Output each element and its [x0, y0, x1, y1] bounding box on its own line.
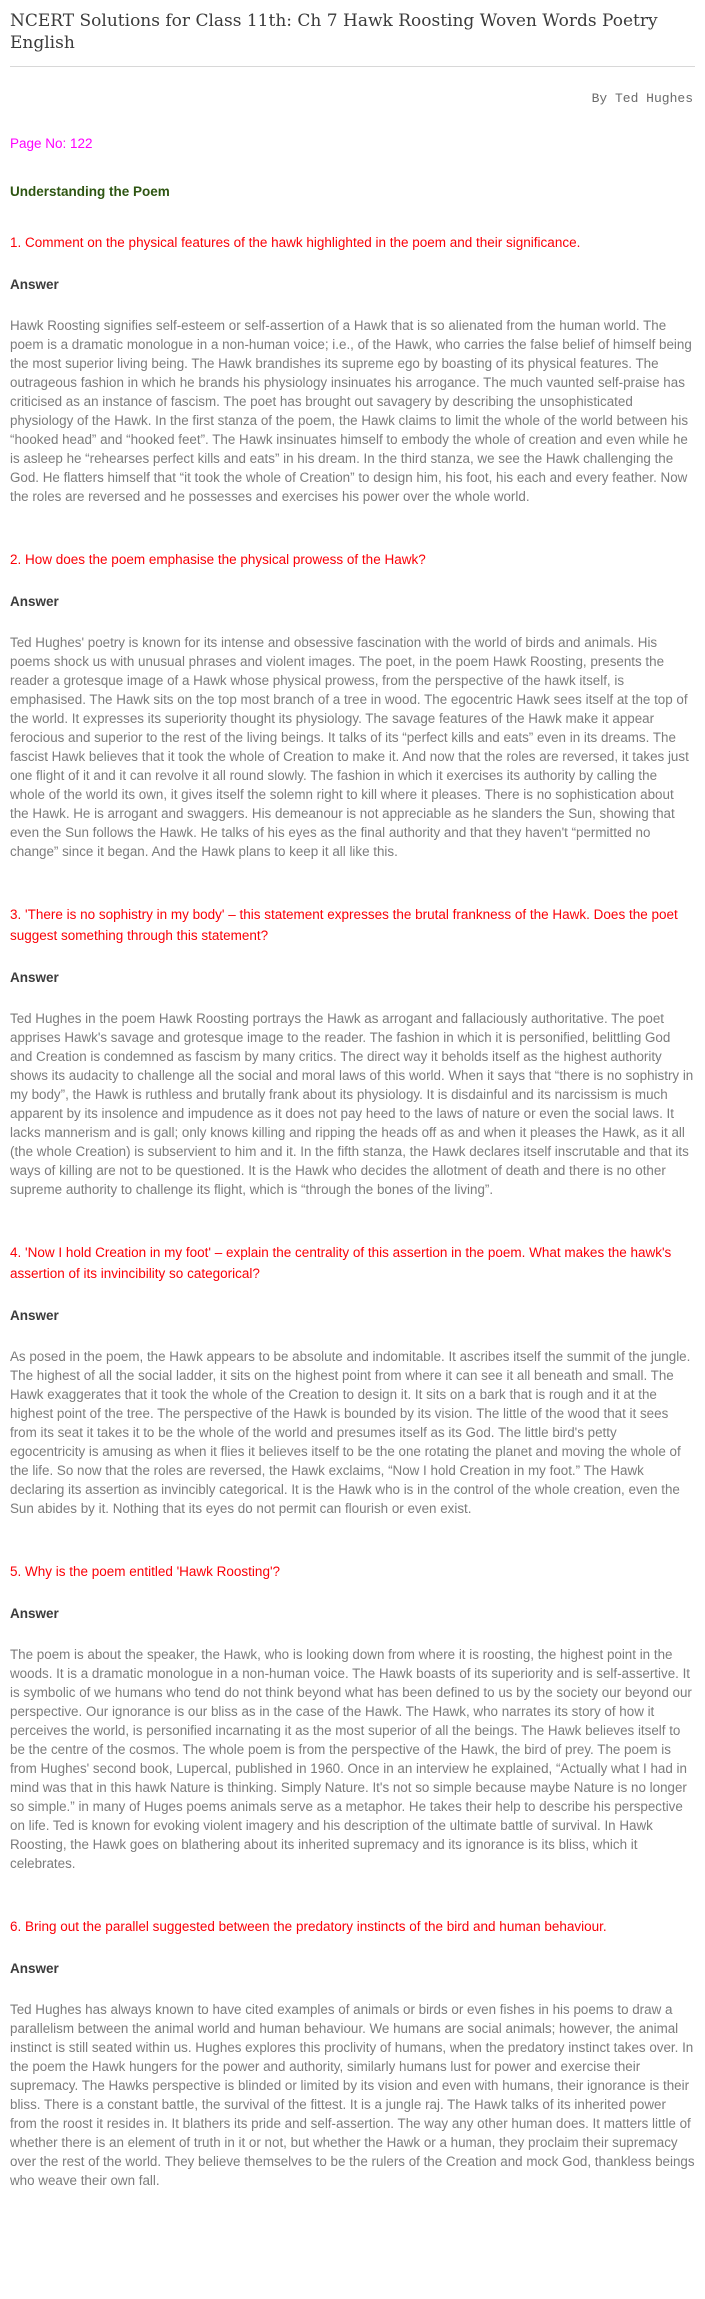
page-number: Page No: 122	[10, 136, 93, 151]
answer-heading-6: Answer	[10, 1961, 59, 1976]
qa-block-4	[10, 1242, 695, 1518]
title-divider	[10, 66, 695, 67]
answer-text-5: The poem is about the speaker, the Hawk, who is looking down from where it is roosting, the highest point in the woods. It is a dramatic monologue in a non-human voice. The Hawk boasts of its superiority and is self-assertive. It is symbolic of we humans who tend do not think beyond what has been defined to us by the society our beyond our perspective. Our ignorance is our bliss as in the case of the Hawk. The Hawk, who narrates its story of how it perceives the world, is personified incarnating it as the most superior of all the beings. The Hawk believes itself to be the centre of the cosmos. The whole poem is from the perspective of the Hawk, the bird of prey. The poem is from Hughes' second book, Lupercal, published in 1960. Once in an interview he explained, “Actually what I had in mind was that in this hawk Nature is thinking. Simply Nature. It's not so simple because maybe Nature is no longer so simple.” in many of Huges poems animals serve as a metaphor. He takes their help to describe his perspective on life. Ted is known for evoking violent imagery and his description of the ultimate battle of survival. In Hawk Roosting, the Hawk goes on blathering about its inherited supremacy and its ignorance is its bliss, which it celebrates.	[10, 1647, 692, 1871]
qa-block-6	[10, 1916, 695, 2190]
question-2: 2. How does the poem emphasise the physical prowess of the Hawk?	[10, 552, 426, 567]
answer-text-6: Ted Hughes has always known to have cited examples of animals or birds or even fishes in his poems to draw a parallelism between the animal world and human behaviour. We humans are social animals; however, the animal instinct is still seated within us. Hughes explores this proclivity of humans, when the predatory instinct takes over. In the poem the Hawk hungers for the power and authority, similarly humans lust for power and exercise their supremacy. The Hawks perspective is blinded or limited by its vision and even with humans, their ignorance is their bliss. There is a constant battle, the survival of the fittest. It is a jungle raj. The Hawk talks of its inherited power from the roost it resides in. It blathers its pride and self-assertion. The way any other human does. It matters little of whether there is an element of truth in it or not, but whether the Hawk or a human, they proclaim their supremacy over the rest of the world. They believe themselves to be the rulers of the Creation and mock God, thankless beings who weave their own fall.	[10, 2002, 695, 2188]
byline: By Ted Hughes	[591, 91, 693, 106]
question-5: 5. Why is the poem entitled 'Hawk Roosting'?	[10, 1564, 281, 1579]
question-4: 4. 'Now I hold Creation in my foot' – explain the centrality of this assertion in the poem. What makes the hawk's assertion of its invincibility so categorical?	[10, 1245, 672, 1281]
answer-text-2: Ted Hughes' poetry is known for its intense and obsessive fascination with the world of birds and animals. His poems shock us with unusual phrases and violent images. The poet, in the poem Hawk Roosting, presents the reader a grotesque image of a Hawk whose physical prowess, from the perspective of the hawk itself, is emphasised. The Hawk sits on the top most branch of a tree in wood. The egocentric Hawk sees itself at the top of the world. It expresses its superiority thought its physiology. The savage features of the Hawk make it appear ferocious and superior to the rest of the living beings. It talks of its “perfect kills and eats” even in its dreams. The fascist Hawk believes that it took the whole of Creation to make it. And now that the roles are reversed, it takes just one flight of it and it can revolve it all round slowly. The fashion in which it exercises its authority by calling the whole of the world its own, it gives itself the solemn right to kill where it pleases. There is no sophistication about the Hawk. He is arrogant and swaggers. His demeanour is not appreciable as he slanders the Sun, showing that even the Sun follows the Hawk. He talks of his eyes as the final authority and that they haven't “permitted no change” since it began. And the Hawk plans to keep it all like this.	[10, 635, 689, 859]
answer-text-4: As posed in the poem, the Hawk appears to be absolute and indomitable. It ascribes itself the summit of the jungle. The highest of all the social ladder, it sits on the highest point from where it can see it all beneath and small. The Hawk exaggerates that it took the whole of the Creation to design it. It sits on a bark that is rough and it at the highest point of the tree. The perspective of the Hawk is bounded by its vision. The little of the wood that it sees from its seat it takes it to be the whole of the world and presumes itself as its God. The little bird's petty egocentricity is amusing as when it flies it believes itself to be the one rotating the planet and moving the whole of the life. So now that the roles are reversed, the Hawk exclaims, “Now I hold Creation in my foot.” The Hawk declaring its assertion as invincibly categorical. It is the Hawk who is in the control of the whole creation, even the Sun abides by it. Nothing that its eyes do not permit can flourish or even exist.	[10, 1349, 691, 1516]
question-3: 3. 'There is no sophistry in my body' – this statement expresses the brutal frankness of the Hawk. Does the poet suggest something through this statement?	[10, 907, 678, 943]
qa-block-3	[10, 904, 695, 1199]
answer-heading-5: Answer	[10, 1606, 59, 1621]
answer-heading-4: Answer	[10, 1308, 59, 1323]
answer-heading-2: Answer	[10, 594, 59, 609]
qa-block-1	[10, 232, 695, 506]
answer-text-3: Ted Hughes in the poem Hawk Roosting portrays the Hawk as arrogant and fallaciously authoritative. The poet apprises Hawk's savage and grotesque image to the reader. The fashion in which it is personified, belittling God and Creation is condemned as fascism by many critics. The direct way it beholds itself as the highest authority shows its audacity to challenge all the social and moral laws of this world. When it says that “there is no sophistry in my body”, the Hawk is ruthless and brutally frank about its physiology. It is disdainful and its narcissism is much apparent by its insolence and impudence as it does not pay heed to the laws of nature or even the social laws. It lacks mannerism and is gall; only knows killing and ripping the heads off as and when it pleases the Hawk, as it all (the whole Creation) is subservient to him and it. In the fifth stanza, the Hawk declares itself inscrutable and that its ways of killing are not to be questioned. It is the Hawk who decides the allotment of death and there is no other supreme authority to challenge its flight, which is “through the bones of the living”.	[10, 1011, 694, 1197]
qa-block-2	[10, 549, 695, 861]
page-title: NCERT Solutions for Class 11th: Ch 7 Hawk Roosting Woven Words Poetry English	[10, 11, 658, 53]
question-1: 1. Comment on the physical features of the hawk highlighted in the poem and their significance.	[10, 235, 581, 250]
section-heading: Understanding the Poem	[10, 184, 170, 199]
answer-heading-1: Answer	[10, 277, 59, 292]
answer-text-1: Hawk Roosting signifies self-esteem or self-assertion of a Hawk that is so alienated from the human world. The poem is a dramatic monologue in a non-human voice; i.e., of the Hawk, who carries the false belief of himself being the most superior living being. The Hawk brandishes its supreme ego by boasting of its physical features. The outrageous fashion in which he brands his physiology insinuates his arrogance. The much vaunted self-praise has criticised as an instance of fascism. The poet has brought out savagery by describing the unsophisticated physiology of the Hawk. In the first stanza of the poem, the Hawk claims to limit the whole of the world between his “hooked head” and “hooked feet”. The Hawk insinuates himself to embody the whole of creation and even while he is asleep he “rehearses perfect kills and eats” in his dream. In the third stanza, we see the Hawk challenging the God. He flatters himself that “it took the whole of Creation” to design him, his foot, his each and every feather. Now the roles are reversed and he possesses and exercises his power over the whole world.	[10, 318, 692, 504]
qa-block-5	[10, 1561, 695, 1873]
answer-heading-3: Answer	[10, 970, 59, 985]
question-6: 6. Bring out the parallel suggested between the predatory instincts of the bird and human behaviour.	[10, 1919, 607, 1934]
